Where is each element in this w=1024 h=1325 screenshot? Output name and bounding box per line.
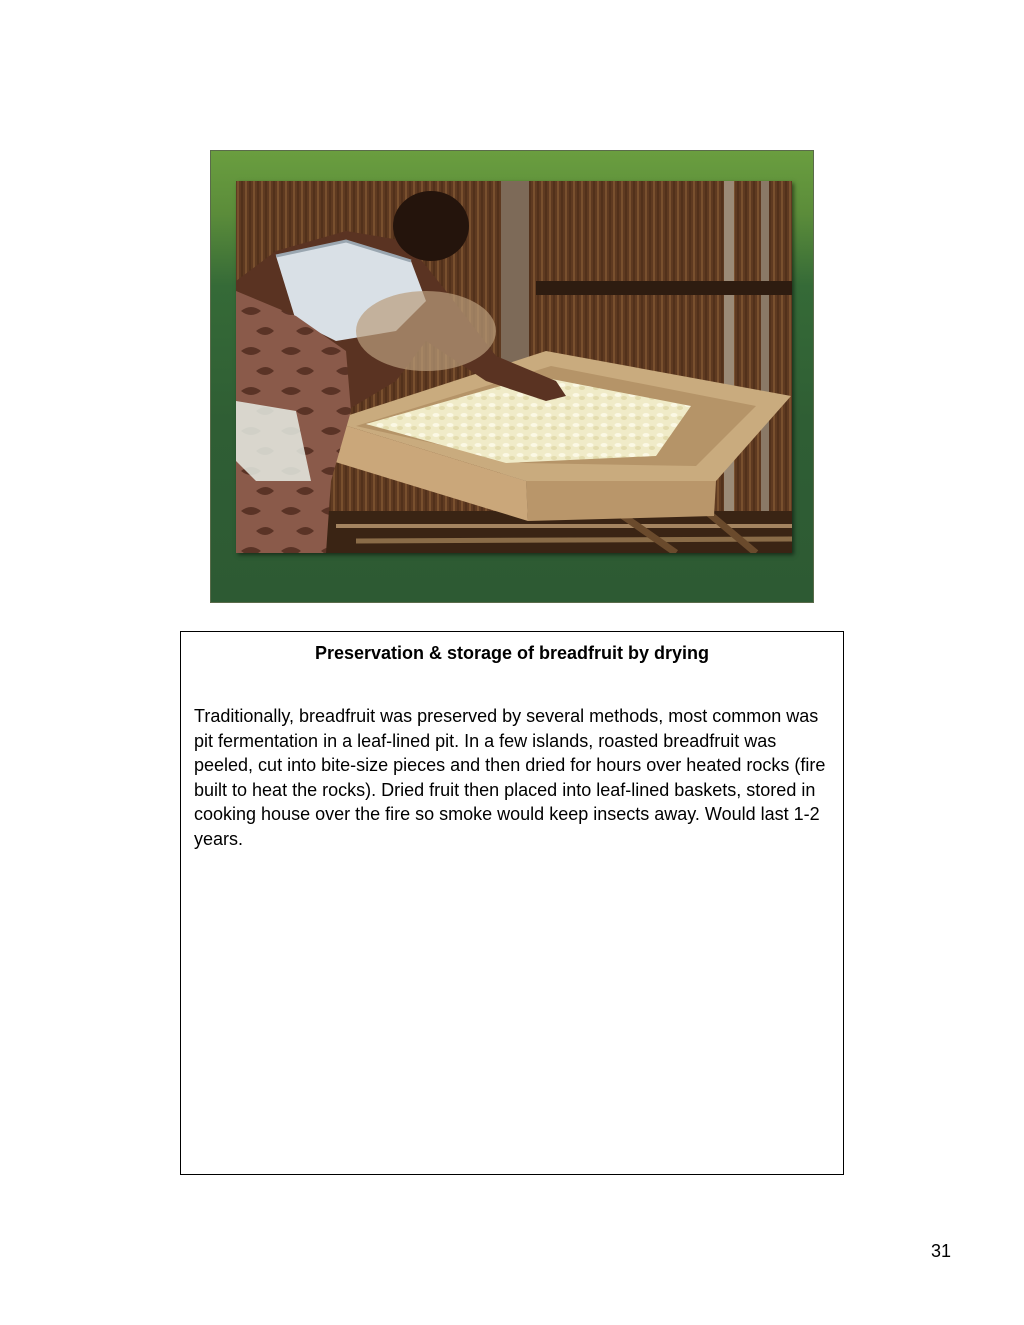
notes-title: Preservation & storage of breadfruit by drying [314, 643, 710, 663]
notes-body: Traditionally, breadfruit was preserved by several methods, most common was pit fermentation in a leaf-lined pit. In a few islands, roasted breadfruit was peeled, cut into bite-size pieces and then dried for hours over heated rocks (fire built to heat the rocks). Dried fruit then placed into leaf-lined baskets, stored in cooking house over the fire so smoke would keep insects away. Would last 1-2 years. [194, 706, 826, 849]
breadfruit-drying-photo [236, 181, 792, 553]
slide-thumbnail [210, 150, 814, 603]
page-number: 31 [930, 1241, 951, 1261]
speaker-notes-box [180, 631, 844, 1175]
photo-illustration [236, 181, 792, 553]
